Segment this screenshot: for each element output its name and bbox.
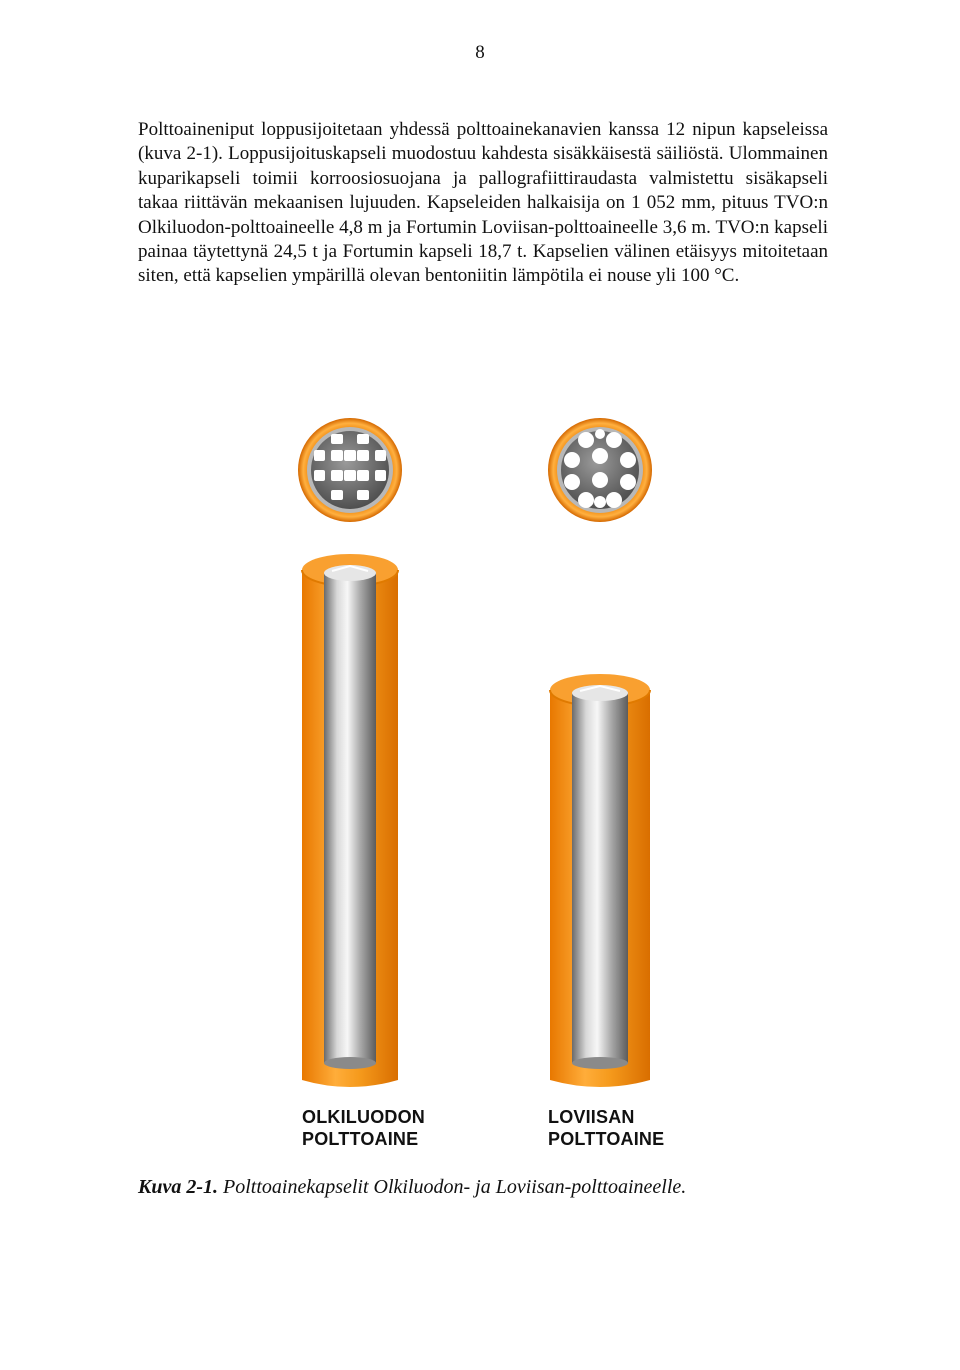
capsule-figure	[280, 410, 700, 1110]
capsule-illustration	[280, 410, 700, 1110]
caption-prefix: Kuva 2-1.	[138, 1176, 218, 1198]
olkiluoto-label	[302, 1106, 425, 1150]
olkiluoto-capsule	[302, 554, 398, 1087]
caption-text: Polttoainekapselit Olkiluodon- ja Loviisan-polttoaineelle.	[218, 1176, 687, 1198]
loviisa-label	[548, 1106, 664, 1150]
body-paragraph: Polttoaineniput loppusijoitetaan yhdessä polttoainekanavien kanssa 12 nipun kapseleissa (kuva 2-1). Loppusijoituskapseli muodostuu kahdesta sisäkkäisestä säiliöstä. Ulommainen kuparikapseli toimii korroosiosuojana ja pallografiittiraudasta valmistettu sisäkapseli takaa riittävän mekaanisen lujuuden. Kapseleiden halkaisija on 1 052 mm, pituus TVO:n Olkiluodon-polttoaineelle 4,8 m ja Fortumin Loviisan-polttoaineelle 3,6 m. TVO:n kapseli painaa täytettynä 24,5 t ja Fortumin kapseli 18,7 t. Kapselien välinen etäisyys mitoitetaan siten, että kapselien ympärillä olevan bentoniitin lämpötila ei nouse yli 100 °C.	[138, 119, 828, 287]
loviisa-capsule	[550, 674, 650, 1087]
olkiluoto-label-line2: POLTTOAINE	[302, 1129, 419, 1149]
figure-caption	[138, 1176, 686, 1199]
page-number: 8	[475, 42, 485, 63]
olkiluoto-label-line1: OLKILUODON	[302, 1107, 425, 1127]
loviisa-label-line2: POLTTOAINE	[548, 1129, 665, 1149]
loviisa-label-line1: LOVIISAN	[548, 1107, 635, 1127]
loviisa-cross-section	[548, 418, 652, 522]
olkiluoto-cross-section	[298, 418, 402, 522]
